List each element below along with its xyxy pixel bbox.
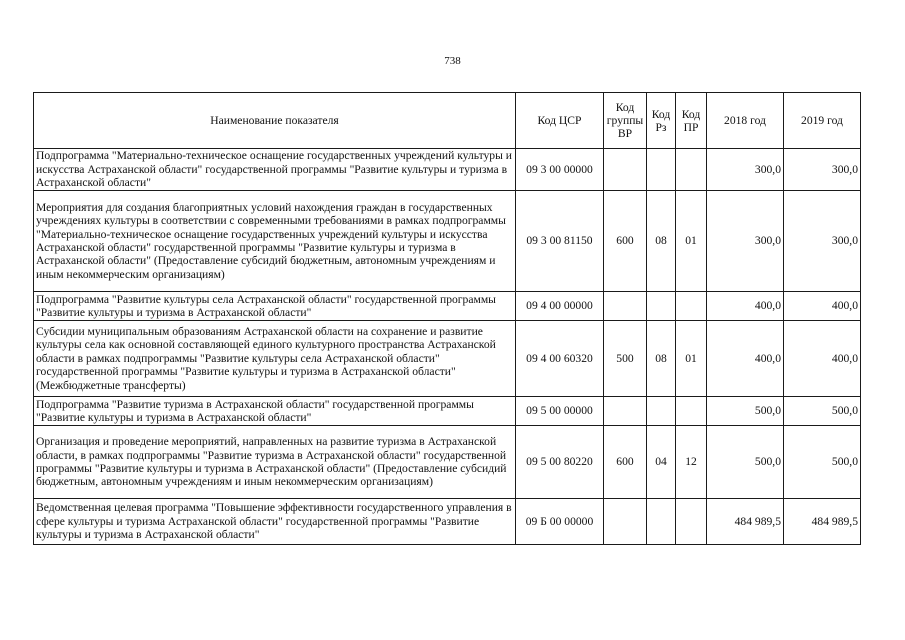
row-name: Подпрограмма "Материально-техническое оснащение государственных учреждений культуры и искусства Астраханской области" государственной программы "Развитие культуры и туризма в Астраханской области" xyxy=(34,149,516,191)
row-rz: 08 xyxy=(647,191,676,292)
row-2018: 484 989,5 xyxy=(707,499,784,545)
row-csr: 09 5 00 80220 xyxy=(516,426,604,499)
row-csr: 09 3 00 81150 xyxy=(516,191,604,292)
row-name: Ведомственная целевая программа "Повышение эффективности государственного управления в сфере культуры и туризма Астраханской области" государственной программы "Развитие культуры и туризма в Астраханской области" xyxy=(34,499,516,545)
row-vr: 500 xyxy=(604,321,647,397)
row-csr: 09 4 00 60320 xyxy=(516,321,604,397)
table-row xyxy=(34,191,861,292)
table-row xyxy=(34,321,861,397)
row-2019: 300,0 xyxy=(784,191,861,292)
row-pr xyxy=(676,149,707,191)
row-pr: 01 xyxy=(676,321,707,397)
row-vr xyxy=(604,149,647,191)
header-pr: Код ПР xyxy=(676,93,707,149)
row-rz xyxy=(647,149,676,191)
row-name: Подпрограмма "Развитие туризма в Астраханской области" государственной программы "Развитие культуры и туризма в Астраханской области" xyxy=(34,397,516,426)
header-2019: 2019 год xyxy=(784,93,861,149)
table-row xyxy=(34,397,861,426)
row-pr: 12 xyxy=(676,426,707,499)
header-vr: Код группы ВР xyxy=(604,93,647,149)
row-rz xyxy=(647,397,676,426)
row-2019: 500,0 xyxy=(784,426,861,499)
row-rz xyxy=(647,499,676,545)
header-name: Наименование показателя xyxy=(34,93,516,149)
row-vr xyxy=(604,499,647,545)
row-rz: 08 xyxy=(647,321,676,397)
header-row xyxy=(34,93,861,149)
table-row xyxy=(34,149,861,191)
row-rz xyxy=(647,292,676,321)
row-name: Организация и проведение мероприятий, направленных на развитие туризма в Астраханской области, в рамках подпрограммы "Развитие туризма в Астраханской области" государственной программы "Развитие культуры и туризма в Астраханской области" (Предоставление субсидий бюджетным, автономным учреждениям и иным некоммерческим организациям) xyxy=(34,426,516,499)
page-number: 738 xyxy=(444,55,461,67)
row-2018: 500,0 xyxy=(707,426,784,499)
table-row xyxy=(34,292,861,321)
header-csr: Код ЦСР xyxy=(516,93,604,149)
row-2018: 500,0 xyxy=(707,397,784,426)
row-2019: 300,0 xyxy=(784,149,861,191)
row-2018: 300,0 xyxy=(707,191,784,292)
row-name: Мероприятия для создания благоприятных условий нахождения граждан в государственных учреждениях культуры в соответствии с современными требованиями в рамках подпрограммы "Материально-техническое оснащение государственных учреждений культуры и искусства Астраханской области" государственной программы "Развитие культуры и туризма в Астраханской области" (Предоставление субсидий бюджетным, автономным учреждениям и иным некоммерческим организациям) xyxy=(34,191,516,292)
row-2019: 400,0 xyxy=(784,321,861,397)
row-name: Субсидии муниципальным образованиям Астраханской области на сохранение и развитие культуры села как основной составляющей единого культурного пространства Астраханской области в рамках подпрограммы "Развитие культуры села Астраханской области" государственной программы "Развитие культуры и туризма в Астраханской области" (Межбюджетные трансферты) xyxy=(34,321,516,397)
row-vr: 600 xyxy=(604,191,647,292)
row-csr: 09 Б 00 00000 xyxy=(516,499,604,545)
row-2019: 484 989,5 xyxy=(784,499,861,545)
row-2018: 400,0 xyxy=(707,321,784,397)
table-row xyxy=(34,499,861,545)
row-rz: 04 xyxy=(647,426,676,499)
header-2018: 2018 год xyxy=(707,93,784,149)
row-2018: 300,0 xyxy=(707,149,784,191)
table-row xyxy=(34,426,861,499)
budget-table xyxy=(33,92,861,545)
row-2019: 500,0 xyxy=(784,397,861,426)
row-vr: 600 xyxy=(604,426,647,499)
row-csr: 09 3 00 00000 xyxy=(516,149,604,191)
row-2019: 400,0 xyxy=(784,292,861,321)
row-csr: 09 5 00 00000 xyxy=(516,397,604,426)
row-vr xyxy=(604,292,647,321)
row-vr xyxy=(604,397,647,426)
row-csr: 09 4 00 00000 xyxy=(516,292,604,321)
row-pr: 01 xyxy=(676,191,707,292)
row-2018: 400,0 xyxy=(707,292,784,321)
header-rz: Код Рз xyxy=(647,93,676,149)
row-pr xyxy=(676,397,707,426)
row-name: Подпрограмма "Развитие культуры села Астраханской области" государственной программы "Развитие культуры и туризма в Астраханской области" xyxy=(34,292,516,321)
row-pr xyxy=(676,292,707,321)
row-pr xyxy=(676,499,707,545)
